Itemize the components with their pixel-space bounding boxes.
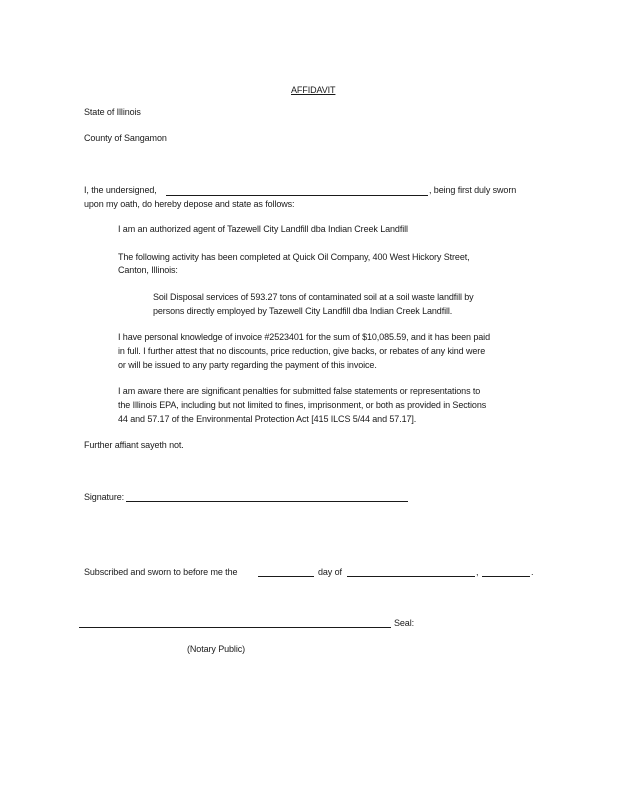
activity-line-2: Canton, Illinois: <box>118 265 178 275</box>
knowledge-line-2: in full. I further attest that no discounts, price reduction, give backs, or rebates of any kind were <box>118 346 486 356</box>
activity-line-1: The following activity has been completed at Quick Oil Company, 400 West Hickory Street, <box>118 252 470 262</box>
penalty-line-3: 44 and 57.17 of the Environmental Protection Act [415 ILCS 5/44 and 57.17]. <box>118 414 417 424</box>
disposal-line-2: persons directly employed by Tazewell City Landfill dba Indian Creek Landfill. <box>153 306 453 316</box>
knowledge-line-1: I have personal knowledge of invoice #2523401 for the sum of $10,085.59, and it has been paid <box>118 332 490 342</box>
page-title: AFFIDAVIT <box>291 85 336 95</box>
name-blank-line[interactable] <box>166 195 428 196</box>
further-affiant: Further affiant sayeth not. <box>84 440 184 450</box>
intro-prefix: I, the undersigned, <box>84 185 157 195</box>
county-line: County of Sangamon <box>84 133 167 143</box>
month-blank-line[interactable] <box>347 576 475 577</box>
notary-signature-line[interactable] <box>79 627 391 628</box>
day-of-label: day of <box>318 567 342 577</box>
disposal-line-1: Soil Disposal services of 593.27 tons of contaminated soil at a soil waste landfill by <box>153 292 474 302</box>
signature-label: Signature: <box>84 492 125 502</box>
year-blank-line[interactable] <box>482 576 530 577</box>
sentence-end: . <box>531 567 534 577</box>
seal-label: Seal: <box>394 618 415 628</box>
comma-separator: , <box>476 567 479 577</box>
penalty-line-2: the Illinois EPA, including but not limited to fines, imprisonment, or both as provided in Sections <box>118 400 487 410</box>
signature-line[interactable] <box>126 501 408 502</box>
penalty-line-1: I am aware there are significant penalties for submitted false statements or representations to <box>118 386 481 396</box>
notary-public-label: (Notary Public) <box>187 644 246 654</box>
day-blank-line[interactable] <box>258 576 314 577</box>
state-line: State of Illinois <box>84 107 141 117</box>
knowledge-line-3: or will be issued to any party regarding the payment of this invoice. <box>118 360 377 370</box>
agent-statement: I am an authorized agent of Tazewell City Landfill dba Indian Creek Landfill <box>118 224 408 234</box>
intro-line-2: upon my oath, do hereby depose and state as follows: <box>84 199 295 209</box>
intro-suffix: , being first duly sworn <box>429 185 517 195</box>
subscribed-prefix: Subscribed and sworn to before me the <box>84 567 238 577</box>
